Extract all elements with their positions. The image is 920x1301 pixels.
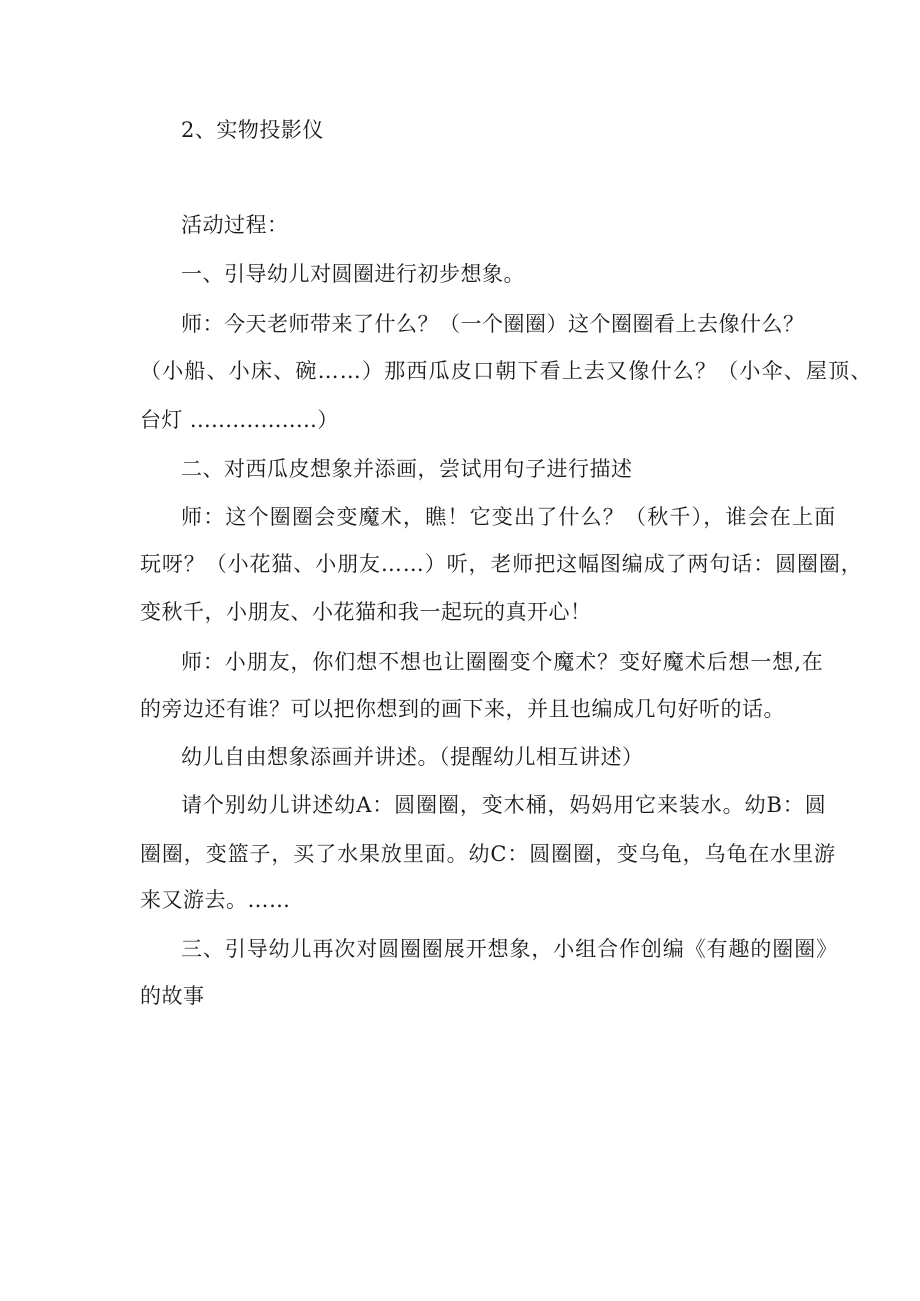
children-free-drawing: 幼儿自由想象添画并讲述。（提醒幼儿相互讲述） xyxy=(181,745,644,769)
process-heading: 活动过程： xyxy=(181,213,289,237)
step2-teacher-question-line: 的旁边还有谁？可以把你想到的画下来，并且也编成几句好听的话。 xyxy=(140,697,785,721)
step2-heading: 二、对西瓜皮想象并添画，尝试用句子进行描述 xyxy=(181,457,633,481)
step3-heading-line: 三、引导幼儿再次对圆圈圈展开想象，小组合作创编《有趣的圈圈》 xyxy=(181,937,838,961)
materials-item-2: 2、实物投影仪 xyxy=(181,118,324,142)
step1-heading: 一、引导幼儿对圆圈进行初步想象。 xyxy=(181,262,525,286)
step2-paragraph-line: 变秋千，小朋友、小花猫和我一起玩的真开心！ xyxy=(140,600,592,624)
step3-heading-line: 的故事 xyxy=(140,984,205,1008)
step2-paragraph-line: 师：这个圈圈会变魔术，瞧！它变出了什么？（秋千），谁会在上面 xyxy=(181,505,837,529)
children-example-line: 圈圈，变篮子，买了水果放里面。幼C：圆圈圈，变乌龟，乌龟在水里游 xyxy=(140,842,836,866)
children-example-line: 请个别幼儿讲述幼A：圆圈圈，变木桶，妈妈用它来装水。幼B：圆 xyxy=(181,793,827,817)
step1-paragraph-line: （小船、小床、碗……）那西瓜皮口朝下看上去又像什么？（小伞、屋顶、 xyxy=(140,359,873,383)
step2-paragraph-line: 玩呀？（小花猫、小朋友……）听，老师把这幅图编成了两句话：圆圈圈， xyxy=(140,552,863,576)
step2-teacher-question-line: 师：小朋友，你们想不想也让圈圈变个魔术？变好魔术后想一想,在 xyxy=(181,650,824,674)
step1-paragraph-line: 师：今天老师带来了什么？（一个圈圈）这个圈圈看上去像什么？ xyxy=(181,312,805,336)
children-example-line: 来又游去。…… xyxy=(140,888,291,912)
step1-paragraph-line: 台灯 ..................） xyxy=(140,408,339,432)
